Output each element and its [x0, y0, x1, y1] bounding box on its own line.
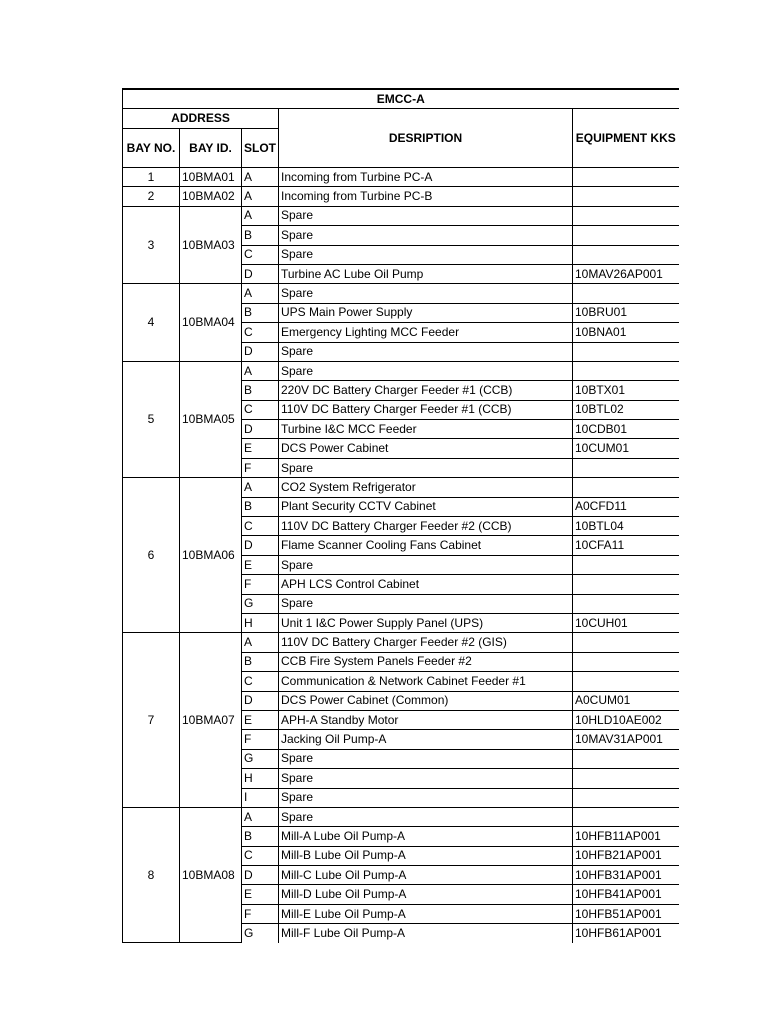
description-cell: UPS Main Power Supply	[279, 303, 573, 322]
equipment-kks-cell	[573, 478, 679, 497]
table-row	[123, 187, 679, 206]
slot-cell: F	[242, 904, 279, 923]
slot-cell: E	[242, 710, 279, 729]
slot-cell: A	[242, 187, 279, 206]
description-cell: Flame Scanner Cooling Fans Cabinet	[279, 536, 573, 555]
description-cell: Mill-D Lube Oil Pump-A	[279, 885, 573, 904]
equipment-kks-cell: 10MAV31AP001	[573, 730, 679, 749]
slot-cell: F	[242, 730, 279, 749]
bay-number-cell: 4	[123, 284, 180, 362]
description-cell: 110V DC Battery Charger Feeder #2 (CCB)	[279, 517, 573, 536]
slot-cell: A	[242, 478, 279, 497]
description-cell: Incoming from Turbine PC-A	[279, 168, 573, 187]
description-cell: Communication & Network Cabinet Feeder #1	[279, 672, 573, 691]
bay-id-cell: 10BMA07	[180, 633, 242, 808]
table-row	[123, 807, 679, 826]
description-cell: Spare	[279, 769, 573, 788]
slot-cell: C	[242, 672, 279, 691]
slot-cell: B	[242, 497, 279, 516]
slot-cell: A	[242, 807, 279, 826]
slot-cell: F	[242, 575, 279, 594]
description-cell: DCS Power Cabinet	[279, 439, 573, 458]
equipment-kks-cell: 10HFB31AP001	[573, 866, 679, 885]
description-cell: Emergency Lighting MCC Feeder	[279, 323, 573, 342]
title-row	[123, 89, 679, 109]
description-cell: Mill-B Lube Oil Pump-A	[279, 846, 573, 865]
slot-cell: B	[242, 652, 279, 671]
slot-cell: H	[242, 613, 279, 632]
description-cell: APH LCS Control Cabinet	[279, 575, 573, 594]
equipment-kks-cell	[573, 245, 679, 264]
bay-id-cell: 10BMA05	[180, 361, 242, 477]
slot-cell: D	[242, 691, 279, 710]
description-cell: Mill-E Lube Oil Pump-A	[279, 904, 573, 923]
description-cell: CO2 System Refrigerator	[279, 478, 573, 497]
equipment-kks-cell	[573, 769, 679, 788]
description-cell: Spare	[279, 749, 573, 768]
slot-cell: D	[242, 420, 279, 439]
slot-cell: C	[242, 400, 279, 419]
slot-cell: B	[242, 303, 279, 322]
slot-cell: F	[242, 458, 279, 477]
description-cell: Spare	[279, 458, 573, 477]
table-row	[123, 206, 679, 225]
slot-cell: B	[242, 226, 279, 245]
slot-cell: A	[242, 284, 279, 303]
slot-cell: D	[242, 342, 279, 361]
equipment-kks-cell: 10CUH01	[573, 613, 679, 632]
equipment-kks-cell: A0CUM01	[573, 691, 679, 710]
description-cell: Spare	[279, 788, 573, 807]
slot-cell: G	[242, 924, 279, 943]
equipment-kks-cell	[573, 652, 679, 671]
description-cell: Spare	[279, 226, 573, 245]
equipment-kks-cell: 10BNA01	[573, 323, 679, 342]
header-equipment-kks: EQUIPMENT KKS	[573, 109, 679, 168]
equipment-kks-cell: 10BTL04	[573, 517, 679, 536]
description-cell: Incoming from Turbine PC-B	[279, 187, 573, 206]
equipment-kks-cell: 10MAV26AP001	[573, 264, 679, 283]
table-row	[123, 478, 679, 497]
bay-id-cell: 10BMA02	[180, 187, 242, 206]
description-cell: Mill-C Lube Oil Pump-A	[279, 866, 573, 885]
slot-cell: D	[242, 866, 279, 885]
description-cell: Jacking Oil Pump-A	[279, 730, 573, 749]
description-cell: Turbine AC Lube Oil Pump	[279, 264, 573, 283]
equipment-kks-cell	[573, 749, 679, 768]
equipment-kks-cell: 10HFB61AP001	[573, 924, 679, 943]
equipment-kks-cell: 10HFB51AP001	[573, 904, 679, 923]
table-row	[123, 284, 679, 303]
slot-cell: C	[242, 517, 279, 536]
slot-cell: D	[242, 536, 279, 555]
description-cell: CCB Fire System Panels Feeder #2	[279, 652, 573, 671]
description-cell: 110V DC Battery Charger Feeder #1 (CCB)	[279, 400, 573, 419]
description-cell: Mill-F Lube Oil Pump-A	[279, 924, 573, 943]
description-cell: Spare	[279, 361, 573, 380]
bay-id-cell: 10BMA04	[180, 284, 242, 362]
description-cell: Spare	[279, 807, 573, 826]
equipment-kks-cell	[573, 594, 679, 613]
slot-cell: B	[242, 381, 279, 400]
equipment-kks-cell	[573, 187, 679, 206]
slot-cell: A	[242, 206, 279, 225]
equipment-kks-cell: 10BTL02	[573, 400, 679, 419]
header-row-1	[123, 109, 679, 129]
description-cell: Unit 1 I&C Power Supply Panel (UPS)	[279, 613, 573, 632]
equipment-kks-cell	[573, 168, 679, 187]
equipment-kks-cell	[573, 458, 679, 477]
description-cell: DCS Power Cabinet (Common)	[279, 691, 573, 710]
table-row	[123, 168, 679, 187]
equipment-kks-cell	[573, 575, 679, 594]
slot-cell: G	[242, 594, 279, 613]
emcc-table	[122, 88, 679, 943]
description-cell: Plant Security CCTV Cabinet	[279, 497, 573, 516]
bay-number-cell: 3	[123, 206, 180, 284]
slot-cell: A	[242, 633, 279, 652]
description-cell: Spare	[279, 594, 573, 613]
description-cell: Spare	[279, 555, 573, 574]
equipment-kks-cell	[573, 226, 679, 245]
bay-id-cell: 10BMA08	[180, 807, 242, 942]
equipment-kks-cell: 10CFA11	[573, 536, 679, 555]
description-cell: 110V DC Battery Charger Feeder #2 (GIS)	[279, 633, 573, 652]
slot-cell: H	[242, 769, 279, 788]
equipment-kks-cell: 10HFB21AP001	[573, 846, 679, 865]
header-slot: SLOT	[242, 129, 279, 168]
equipment-kks-cell: 10BRU01	[573, 303, 679, 322]
equipment-kks-cell	[573, 284, 679, 303]
equipment-kks-cell	[573, 807, 679, 826]
bay-id-cell: 10BMA06	[180, 478, 242, 633]
bay-number-cell: 1	[123, 168, 180, 187]
equipment-kks-cell	[573, 342, 679, 361]
equipment-kks-cell	[573, 361, 679, 380]
header-description: DESRIPTION	[279, 109, 573, 168]
slot-cell: A	[242, 168, 279, 187]
bay-id-cell: 10BMA03	[180, 206, 242, 284]
header-bay-id: BAY ID.	[180, 129, 242, 168]
bay-number-cell: 6	[123, 478, 180, 633]
description-cell: Spare	[279, 206, 573, 225]
description-cell: Turbine I&C MCC Feeder	[279, 420, 573, 439]
description-cell: Spare	[279, 342, 573, 361]
description-cell: Spare	[279, 245, 573, 264]
slot-cell: B	[242, 827, 279, 846]
table-row	[123, 361, 679, 380]
description-cell: 220V DC Battery Charger Feeder #1 (CCB)	[279, 381, 573, 400]
bay-number-cell: 5	[123, 361, 180, 477]
equipment-kks-cell	[573, 555, 679, 574]
table-row	[123, 633, 679, 652]
table-title: EMCC-A	[123, 89, 679, 109]
equipment-kks-cell: 10CDB01	[573, 420, 679, 439]
equipment-kks-cell: 10CUM01	[573, 439, 679, 458]
slot-cell: D	[242, 264, 279, 283]
slot-cell: E	[242, 555, 279, 574]
equipment-kks-cell	[573, 672, 679, 691]
equipment-kks-cell: 10HFB41AP001	[573, 885, 679, 904]
description-cell: APH-A Standby Motor	[279, 710, 573, 729]
equipment-kks-cell: A0CFD11	[573, 497, 679, 516]
description-cell: Spare	[279, 284, 573, 303]
bay-number-cell: 8	[123, 807, 180, 942]
equipment-kks-cell	[573, 633, 679, 652]
bay-id-cell: 10BMA01	[180, 168, 242, 187]
slot-cell: E	[242, 439, 279, 458]
header-address: ADDRESS	[123, 109, 279, 129]
header-bay-no: BAY NO.	[123, 129, 180, 168]
slot-cell: C	[242, 323, 279, 342]
slot-cell: C	[242, 245, 279, 264]
equipment-kks-cell	[573, 206, 679, 225]
slot-cell: C	[242, 846, 279, 865]
slot-cell: G	[242, 749, 279, 768]
description-cell: Mill-A Lube Oil Pump-A	[279, 827, 573, 846]
equipment-kks-cell	[573, 788, 679, 807]
bay-number-cell: 2	[123, 187, 180, 206]
equipment-kks-cell: 10HLD10AE002	[573, 710, 679, 729]
slot-cell: I	[242, 788, 279, 807]
slot-cell: A	[242, 361, 279, 380]
equipment-kks-cell: 10BTX01	[573, 381, 679, 400]
equipment-kks-cell: 10HFB11AP001	[573, 827, 679, 846]
slot-cell: E	[242, 885, 279, 904]
emcc-table-body	[123, 89, 679, 943]
bay-number-cell: 7	[123, 633, 180, 808]
